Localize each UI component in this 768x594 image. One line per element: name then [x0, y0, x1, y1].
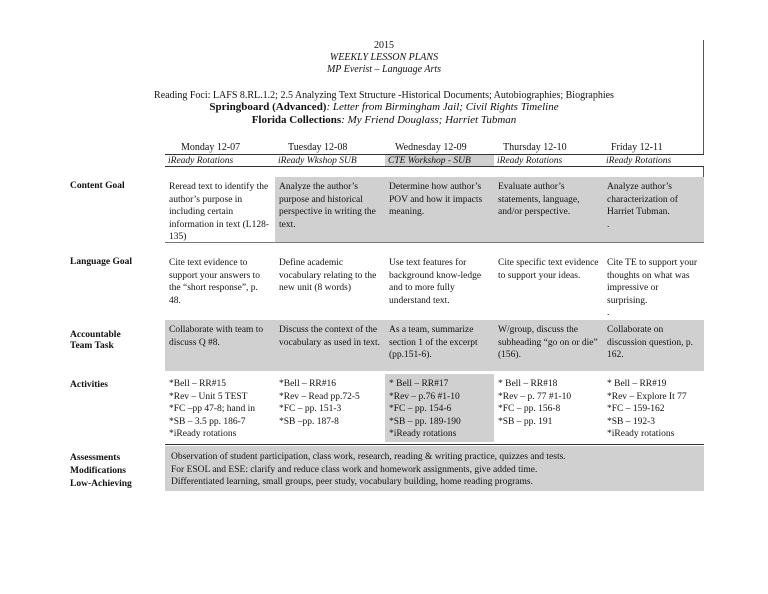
- row-divider: [165, 242, 704, 243]
- content-goal-tuesday: Analyze the author’s purpose and historical perspective in writing the text.: [275, 177, 385, 242]
- language-goal-thursday: Cite specific text evidence to support your ideas.: [494, 253, 603, 319]
- day-header-monday: Monday 12-07: [181, 142, 241, 153]
- day-sub-tuesday: iReady Wkshop SUB: [275, 154, 385, 167]
- content-goal-thursday: Evaluate author’s statements, language, and/or perspective.: [494, 177, 603, 242]
- day-sub-thursday: iReady Rotations: [494, 154, 603, 167]
- low-achieving-label: Low-Achieving: [70, 479, 132, 489]
- assessments-label: Assessments: [70, 453, 121, 463]
- activities-monday: *Bell – RR#15 *Rev – Unit 5 TEST *FC –pp 47-8; hand in *SB – 3.5 pp. 186-7 *iReady rotations: [165, 374, 275, 442]
- day-header-thursday: Thursday 12-10: [503, 142, 567, 153]
- day-header-wednesday: Wednesday 12-09: [395, 142, 467, 153]
- reading-foci: Reading Foci: LAFS 8.RL.1.2; 2.5 Analyzing Text Structure -Historical Documents; Autobiographies; Biographies: [154, 90, 614, 101]
- assessments-block: [165, 446, 704, 491]
- team-task-monday: Collaborate with team to discuss Q #8.: [165, 320, 275, 371]
- team-task-friday: Collaborate on discussion question, p. 162.: [603, 320, 704, 371]
- day-header-friday: Friday 12-11: [611, 142, 663, 153]
- collections-label: Florida Collections: [251, 114, 342, 126]
- activities-thursday: * Bell – RR#18 *Rev – p. 77 #1-10 *FC – pp. 156-8 *SB – pp. 191: [494, 374, 603, 442]
- team-task-thursday: W/group, discuss the subheading “go on or die” (156).: [494, 320, 603, 371]
- row-label-activities: Activities: [70, 380, 108, 390]
- collections-line: [0, 114, 768, 126]
- springboard-line: [0, 101, 768, 113]
- team-task-wednesday: As a team, summarize section 1 of the excerpt (pp.151-6).: [385, 320, 494, 371]
- assessments-line: Observation of student participation, class work, research, reading & writing practice, quizzes and tests.: [171, 452, 566, 462]
- row-label-team-task: Accountable Team Task: [70, 330, 121, 351]
- day-sub-wednesday: CTE Workshop - SUB: [385, 154, 494, 167]
- row-divider: [165, 444, 704, 445]
- day-sub-friday: iReady Rotations: [603, 154, 704, 167]
- low-achieving-line: Differentiated learning, small groups, peer study, vocabulary building, home reading programs.: [171, 477, 533, 487]
- activities-tuesday: *Bell – RR#16 *Rev – Read pp.72-5 *FC – pp. 151-3 *SB –pp. 187-8: [275, 374, 385, 442]
- modifications-label: Modifications: [70, 466, 126, 476]
- day-sub-monday: iReady Rotations: [165, 154, 275, 167]
- springboard-label: Springboard (Advanced): [209, 101, 327, 113]
- language-goal-monday: Cite text evidence to support your answers to the “short response”, p. 48.: [165, 253, 275, 319]
- content-goal-wednesday: Determine how author’s POV and how it impacts meaning.: [385, 177, 494, 242]
- modifications-line: For ESOL and ESE: clarify and reduce class work and homework assignments, give added time.: [171, 464, 538, 475]
- activities-friday: * Bell – RR#19 *Rev – Explore It 77 *FC – 159-162 *SB – 192-3 *iReady rotations: [603, 374, 704, 442]
- language-goal-tuesday: Define academic vocabulary relating to the new unit (8 words): [275, 253, 385, 319]
- springboard-text: : Letter from Birmingham Jail; Civil Rights Timeline: [326, 101, 559, 113]
- content-goal-monday: Reread text to identify the author’s purpose in including certain information in text (L128-135): [165, 177, 275, 242]
- language-goal-wednesday: Use text features for background know-ledge and to more fully understand text.: [385, 253, 494, 319]
- team-task-tuesday: Discuss the context of the vocabulary as used in text.: [275, 320, 385, 371]
- row-label-language-goal: Language Goal: [70, 257, 133, 267]
- document-title: WEEKLY LESSON PLANS: [329, 52, 439, 63]
- language-goal-friday: Cite TE to support your thoughts on what was impressive or surprising. .: [603, 253, 704, 319]
- day-header-tuesday: Tuesday 12-08: [288, 142, 348, 153]
- content-goal-friday: Analyze author’s characterization of Harriet Tubman. .: [603, 177, 704, 242]
- row-label-content-goal: Content Goal: [70, 181, 125, 191]
- collections-text: : My Friend Douglass; Harriet Tubman: [341, 114, 517, 126]
- activities-wednesday: * Bell – RR#17 *Rev – p.76 #1-10 *FC – pp. 154-6 *SB – pp. 189-190 *iReady rotations: [385, 374, 494, 442]
- year: 2015: [374, 40, 394, 51]
- teacher-subject: MP Everist – Language Arts: [326, 64, 442, 75]
